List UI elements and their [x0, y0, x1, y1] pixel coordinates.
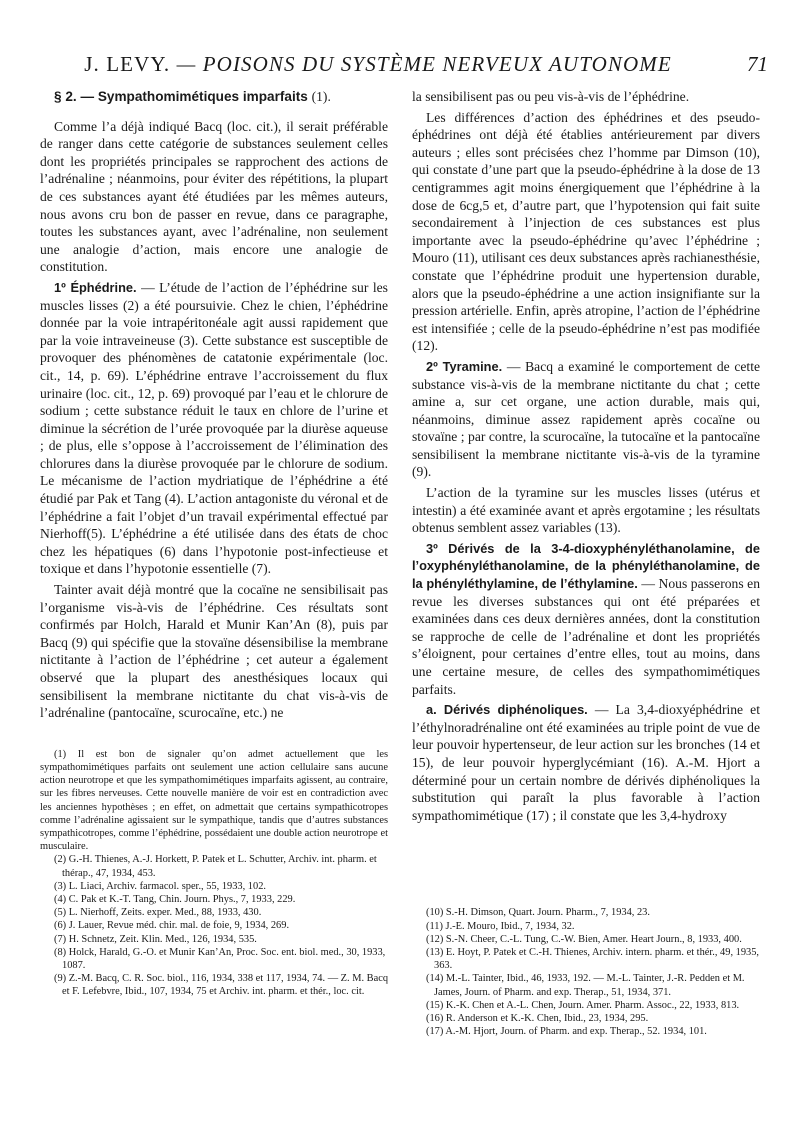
reference-item: (11) J.-E. Mouro, Ibid., 7, 1934, 32. [426, 920, 575, 932]
heading-derives: 3º Dérivés de la 3-4-dioxyphényléthanolamine, de l’oxyphényléthanolamine, de la phényléthanolamine, de la phényléthylamine, de l’éthylamine. [412, 540, 760, 592]
right-references [412, 906, 760, 1038]
section-heading [54, 88, 388, 106]
left-footnotes [40, 748, 388, 999]
right-column [412, 88, 760, 1038]
paragraph-diphenol-text: — La 3,4-dioxyéphédrine et l’éthylnoradrénaline ont été examinées au triple point de vue de leur pouvoir hypertenseur, de leur action sur les bronches (14 et 15), de leur pouvoir hyperglycémiant (16). A.-M. Hjort a déterminé pour un certain nombre de dérivés diphénoliques la substitution qui paraît la plus favorable à l’action sympathomimétique (17) ; il constate que les 3,4-hydroxy [412, 702, 760, 823]
reference-item: (13) E. Hoyt, P. Patek et C.-H. Thienes, Archiv. intern. pharm. et thér., 49, 1935, 363. [426, 946, 760, 972]
paragraph-diphenol [412, 701, 760, 824]
section-title: Sympathomimétiques imparfaits [97, 89, 308, 104]
running-header [38, 52, 768, 82]
reference-item: (17) A.-M. Hjort, Journ. of Pharm. and exp. Therap., 52. 1934, 101. [426, 1026, 707, 1038]
paragraph-derives [412, 540, 760, 698]
reference-item: (8) Holck, Harald, G.-O. et Munir Kan’An, Proc. Soc. ent. biol. med., 30, 1933, 1087. [54, 946, 386, 972]
paragraph-intro: Comme l’a déjà indiqué Bacq (loc. cit.), il serait préférable de ranger dans cette catégorie de substances seulement celles dont les propriétés principales se rapprochent des actions de l’adrénaline ; néanmoins, pour éviter des répétitions, la plupart de ces substances ayant été étudiées par les mêmes auteurs, nous avons cru bon de passer en revue, dans ce paragraphe, toutes les substances ayant, avec l’adrénaline, non seulement une analogie d’action, mais encore une analogie de constitution. [40, 118, 388, 275]
paragraph-ephedrine [40, 279, 388, 578]
paragraph-tyramine-2: L’action de la tyramine sur les muscles lisses (utérus et intestin) a été examinée avant et après ergotamine ; les résultats obtenus semblent assez variables (13). [412, 485, 760, 536]
reference-item: (3) L. Liaci, Archiv. farmacol. sper., 55, 1933, 102. [54, 880, 266, 892]
reference-item: (12) S.-N. Cheer, C.-L. Tung, C.-W. Bien, Amer. Heart Journ., 8, 1933, 400. [426, 933, 742, 945]
left-references [40, 853, 388, 998]
reference-item: (14) M.-L. Tainter, Ibid., 46, 1933, 192. — M.-L. Tainter, J.-R. Pedden et M. James, Journ. of Pharm. and exp. Therap., 51, 1934, 371. [426, 973, 745, 998]
reference-item: (15) K.-K. Chen et A.-L. Chen, Journ. Amer. Pharm. Assoc., 22, 1933, 813. [426, 999, 740, 1011]
header-title: — POISONS DU SYSTÈME NERVEUX AUTONOME [176, 52, 672, 76]
footnote-1: (1) Il est bon de signaler qu’on admet actuellement que les sympathomimétiques parfaits ont seulement une action cellulaire sans aucune action neurotrope et que les sympathomimétiques imparfaits agissent, au contraire, sur les fibres nerveuses. Cette nouvelle manière de voir est en contradiction avec les anciennes hypothèses ; en effet, on admettait que certains sympathicotropes comme l’adrénaline agissaient sur le sympathique, tandis que d’autres substances sympathicotropes, comme l’éphédrine, possédaient une double action neurotrope et musculaire. [40, 748, 388, 853]
reference-item: (9) Z.-M. Bacq, C. R. Soc. biol., 116, 1934, 338 et 117, 1934, 74. — Z. M. Bacq et F. Lefebvre, Ibid., 107, 1934, 75 et Archiv. int. pharm. et thér., loc. cit. [54, 973, 389, 998]
reference-item: (10) S.-H. Dimson, Quart. Journ. Pharm., 7, 1934, 23. [426, 907, 650, 919]
reference-item: (4) C. Pak et K.-T. Tang, Chin. Journ. Phys., 7, 1933, 229. [54, 894, 296, 906]
header-author: J. LEVY. [84, 52, 171, 76]
paragraph-tyramine [412, 358, 760, 481]
paragraph-differences: Les différences d’action des éphédrines et des pseudo-éphédrines ont déjà été établies antérieurement par divers auteurs ; elles sont précisées chez l’homme par Dimson (10), qui constate d’une part que la pseudo-éphédrine à la dose de 13 centigrammes agit moins énergiquement que l’éphédrine à la dose de 6cg,5 et, d’autre part, que l’hypotension qui fait suite secondairement à l’injection de ces substances est plus importante avec la pseudo-éphédrine qu’avec l’éphédrine ; Mouro (11), utilisant ces deux substances après rachianesthésie, constate que l’éphédrine produit une hypertension durable, alors que la pseudo-éphédrine a une action insignifiante sur la pression artérielle. Enfin, après atropine, l’action de l’éphédrine est intensifiée ; celle de la pseudo-éphédrine n’est pas modifiée (12). [412, 109, 760, 354]
reference-item: (7) H. Schnetz, Zeit. Klin. Med., 126, 1934, 535. [54, 933, 257, 945]
reference-item: (2) G.-H. Thienes, A.-J. Horkett, P. Patek et L. Schutter, Archiv. int. pharm. et thérap., 47, 1934, 453. [54, 854, 377, 879]
reference-item: (16) R. Anderson et K.-K. Chen, Ibid., 23, 1934, 295. [426, 1012, 649, 1024]
reference-item: (5) L. Nierhoff, Zeits. exper. Med., 88, 1933, 430. [54, 907, 262, 919]
paragraph-tainter: Tainter avait déjà montré que la cocaïne ne sensibilisait pas l’organisme vis-à-vis de l’éphédrine. Ces résultats sont confirmés par Holch, Harald et Munir Kan’An (8), puis par Bacq (9) qui spécifie que la stovaïne désensibilise la membrane nictitante à l’action de l’éphédrine ; cet auteur a également observé que la plupart des anesthésiques locaux qui sensibilisent la membrane nictitante du chat vis-à-vis de l’adrénaline (pantocaïne, scurocaïne, etc.) ne [40, 582, 388, 721]
left-column [40, 88, 388, 999]
heading-ephedrine: 1º Éphédrine. [54, 279, 137, 295]
reference-item: (6) J. Lauer, Revue méd. chir. mal. de foie, 9, 1934, 269. [54, 920, 290, 932]
paragraph-continuation: la sensibilisent pas ou peu vis-à-vis de l’éphédrine. [412, 89, 690, 104]
right-footnotes [412, 906, 760, 1038]
running-title [38, 52, 718, 77]
section-number: § 2. — [54, 89, 95, 104]
section-footnote-ref: (1). [311, 89, 331, 104]
heading-tyramine: 2º Tyramine. [426, 358, 503, 374]
paragraph-derives-text: — Nous passerons en revue les diverses substances qui ont été préparées et examinées dans ces deux dernières années, dont la constitution se rapproche de celle de l’adrénaline et dont les propriétés s’éloignent, pour certaines d’entre elles, tout au moins, dans une certaine mesure, de celles des sympathomimétiques parfaits. [412, 576, 760, 697]
paragraph-tyramine-text: — Bacq a examiné le comportement de cette substance vis-à-vis de la membrane nictitante du chat ; cette amine a, sur cet organe, une action durable, mais qui, néanmoins, diminue assez rapidement après cocaïne ou stovaïne ; par contre, la scurocaïne, la tutocaïne et la pantocaïne sensibilisent la membrane nictitante vis-à-vis de la tyramine (9). [412, 358, 760, 480]
page-number: 71 [747, 52, 768, 76]
paragraph-ephedrine-text: — L’étude de l’action de l’éphédrine sur les muscles lisses (2) a été poursuivie. Chez le chien, l’éphédrine donnée par la voie intrapéritonéale agit aussi rapidement que par la voie intraveineuse (3). Cette substance est susceptible de provoquer des phénomènes de catatonie expérimentale (loc. cit., 14, p. 69). L’éphédrine entrave l’accroissement du flux urinaire (loc. cit., 12, p. 69) provoqué par l’eau et le chlorure de sodium ; cette substance réduit le taux en chlore de l’urine et diminue la sécrétion de l’urée provoquée par la diurèse aqueuse ; de plus, elle s’oppose à l’accroissement de l’élimination des chlorures dans la diurèse provoquée par le chlorure de sodium. Le mécanisme de l’action mydriatique de l’éphédrine a été étudié par Pak et Tang (4). L’action antagoniste du véronal et de l’éphédrine a fait l’objet d’un travail expérimental effectué par Nierhoff(5). L’éphédrine a été utilisée dans des états de choc chez les hépatiques (6) dans l’hypotonie post-infectieuse et toxique et dans l’hypotonie essentielle (7). [40, 279, 388, 577]
heading-diphenol: a. Dérivés diphénoliques. [426, 702, 588, 718]
